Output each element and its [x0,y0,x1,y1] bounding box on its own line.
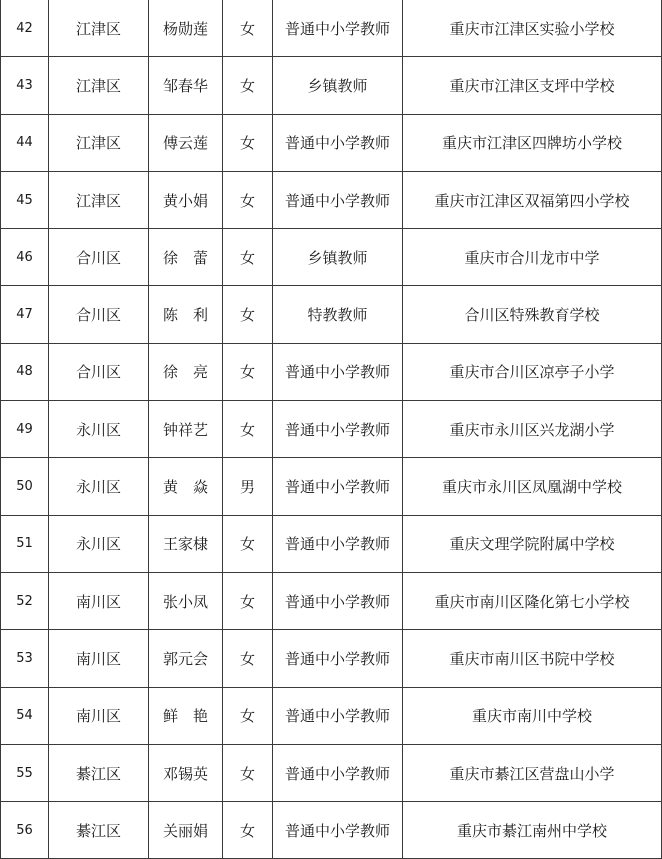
school-name: 重庆市南川区书院中学校 [403,630,662,687]
table-row [1,458,662,515]
district-cell: 永川区 [49,515,149,572]
teacher-category: 普通中小学教师 [273,630,403,687]
teacher-category: 普通中小学教师 [273,515,403,572]
teacher-name: 傅云莲 [149,114,223,171]
district-cell: 永川区 [49,401,149,458]
school-name: 重庆市綦江南州中学校 [403,802,662,859]
school-name: 重庆市合川龙市中学 [403,229,662,286]
district-cell: 江津区 [49,57,149,114]
school-name: 重庆市江津区四牌坊小学校 [403,114,662,171]
teacher-name: 杨勋莲 [149,0,223,57]
table-row [1,572,662,629]
row-number: 54 [1,687,49,744]
school-name: 重庆市江津区双福第四小学校 [403,171,662,228]
table-row [1,744,662,801]
table-row [1,114,662,171]
teacher-name: 徐 蕾 [149,229,223,286]
district-cell: 南川区 [49,630,149,687]
gender-cell: 女 [223,286,273,343]
gender-cell: 女 [223,57,273,114]
teacher-name: 黄小娟 [149,171,223,228]
district-cell: 江津区 [49,114,149,171]
teacher-category: 普通中小学教师 [273,401,403,458]
roster-body [1,0,662,859]
table-row [1,171,662,228]
table-row [1,343,662,400]
teacher-name: 王家棣 [149,515,223,572]
school-name: 重庆市南川区隆化第七小学校 [403,572,662,629]
teacher-name: 徐 亮 [149,343,223,400]
teacher-name: 郭元会 [149,630,223,687]
teacher-name: 张小凤 [149,572,223,629]
teacher-name: 邓锡英 [149,744,223,801]
teacher-name: 邹春华 [149,57,223,114]
gender-cell: 女 [223,630,273,687]
teacher-category: 普通中小学教师 [273,458,403,515]
row-number: 49 [1,401,49,458]
gender-cell: 女 [223,0,273,57]
school-name: 重庆市合川区凉亭子小学 [403,343,662,400]
gender-cell: 女 [223,401,273,458]
row-number: 52 [1,572,49,629]
district-cell: 綦江区 [49,802,149,859]
table-row [1,802,662,859]
district-cell: 合川区 [49,286,149,343]
gender-cell: 女 [223,515,273,572]
row-number: 51 [1,515,49,572]
row-number: 46 [1,229,49,286]
gender-cell: 女 [223,114,273,171]
row-number: 50 [1,458,49,515]
district-cell: 合川区 [49,343,149,400]
school-name: 重庆文理学院附属中学校 [403,515,662,572]
gender-cell: 女 [223,802,273,859]
district-cell: 南川区 [49,687,149,744]
gender-cell: 女 [223,744,273,801]
teacher-name: 鲜 艳 [149,687,223,744]
table-row [1,401,662,458]
school-name: 重庆市綦江区营盘山小学 [403,744,662,801]
teacher-category: 普通中小学教师 [273,802,403,859]
teacher-category: 特教教师 [273,286,403,343]
table-row [1,630,662,687]
row-number: 45 [1,171,49,228]
teacher-category: 乡镇教师 [273,57,403,114]
school-name: 合川区特殊教育学校 [403,286,662,343]
gender-cell: 女 [223,229,273,286]
teacher-category: 乡镇教师 [273,229,403,286]
school-name: 重庆市永川区兴龙湖小学 [403,401,662,458]
gender-cell: 女 [223,171,273,228]
teacher-category: 普通中小学教师 [273,687,403,744]
teacher-name: 陈 利 [149,286,223,343]
table-row [1,687,662,744]
gender-cell: 女 [223,572,273,629]
row-number: 55 [1,744,49,801]
gender-cell: 女 [223,687,273,744]
table-row [1,229,662,286]
row-number: 42 [1,0,49,57]
table-row [1,286,662,343]
teacher-category: 普通中小学教师 [273,744,403,801]
district-cell: 綦江区 [49,744,149,801]
teacher-category: 普通中小学教师 [273,0,403,57]
teacher-category: 普通中小学教师 [273,114,403,171]
table-row [1,57,662,114]
row-number: 47 [1,286,49,343]
district-cell: 江津区 [49,0,149,57]
row-number: 56 [1,802,49,859]
table-row [1,515,662,572]
gender-cell: 男 [223,458,273,515]
row-number: 53 [1,630,49,687]
district-cell: 南川区 [49,572,149,629]
teacher-name: 黄 焱 [149,458,223,515]
gender-cell: 女 [223,343,273,400]
row-number: 48 [1,343,49,400]
school-name: 重庆市永川区凤凰湖中学校 [403,458,662,515]
row-number: 43 [1,57,49,114]
teacher-category: 普通中小学教师 [273,343,403,400]
district-cell: 合川区 [49,229,149,286]
teacher-name: 关丽娟 [149,802,223,859]
district-cell: 江津区 [49,171,149,228]
teacher-category: 普通中小学教师 [273,572,403,629]
teacher-category: 普通中小学教师 [273,171,403,228]
district-cell: 永川区 [49,458,149,515]
school-name: 重庆市江津区实验小学校 [403,0,662,57]
table-row [1,0,662,57]
row-number: 44 [1,114,49,171]
teacher-name: 钟祥艺 [149,401,223,458]
school-name: 重庆市江津区支坪中学校 [403,57,662,114]
school-name: 重庆市南川中学校 [403,687,662,744]
